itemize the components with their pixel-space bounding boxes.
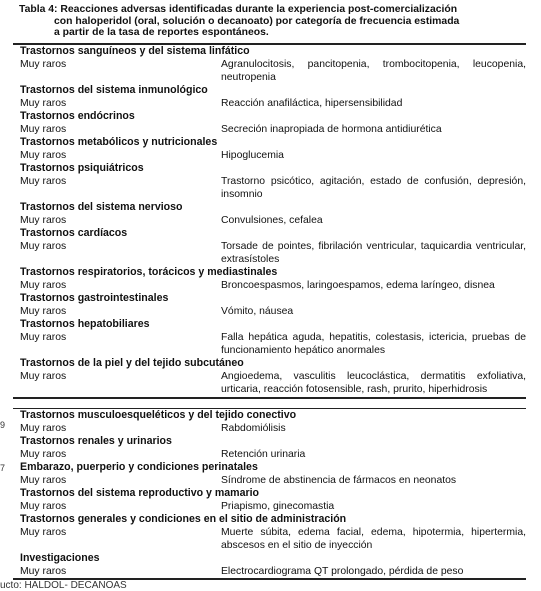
reactions-cell: Síndrome de abstinencia de fármacos en neonatos <box>221 475 457 486</box>
table-row <box>13 123 526 136</box>
adverse-reactions-table-part-1 <box>13 43 526 399</box>
category-heading: Trastornos sanguíneos y del sistema linfático <box>20 45 250 57</box>
category-heading: Trastornos de la piel y del tejido subcutáneo <box>20 357 244 369</box>
reactions-cell: Falla hepática aguda, hepatitis, colestasis, ictericia, pruebas de funcionamiento hepático anormales <box>221 332 526 356</box>
table-row <box>13 500 526 513</box>
frequency-cell: Muy raros <box>20 527 67 538</box>
frequency-cell: Muy raros <box>20 176 67 187</box>
reactions-cell: Vómito, náusea <box>221 306 294 317</box>
adverse-reactions-table-part-2 <box>13 408 526 580</box>
table-row <box>13 58 526 84</box>
table-row <box>13 279 526 292</box>
table-row <box>13 240 526 266</box>
reactions-cell: Convulsiones, cefalea <box>221 215 323 226</box>
frequency-cell: Muy raros <box>20 332 67 343</box>
reactions-cell: Priapismo, ginecomastia <box>221 501 335 512</box>
reactions-cell: Hipoglucemia <box>221 150 284 161</box>
reactions-cell: Trastorno psicótico, agitación, estado de confusión, depresión, insomnio <box>221 176 526 200</box>
table-caption <box>19 4 519 39</box>
frequency-cell: Muy raros <box>20 371 67 382</box>
frequency-cell: Muy raros <box>20 475 67 486</box>
reactions-cell: Retención urinaria <box>221 449 306 460</box>
frequency-cell: Muy raros <box>20 501 67 512</box>
table-row <box>13 370 526 396</box>
table-row <box>13 175 526 201</box>
category-heading: Trastornos metabólicos y nutricionales <box>20 136 218 148</box>
frequency-cell: Muy raros <box>20 215 67 226</box>
frequency-cell: Muy raros <box>20 98 67 109</box>
category-heading: Embarazo, puerperio y condiciones perinatales <box>20 461 258 473</box>
frequency-cell: Muy raros <box>20 449 67 460</box>
table-row <box>13 149 526 162</box>
frequency-cell: Muy raros <box>20 124 67 135</box>
frequency-cell: Muy raros <box>20 241 67 252</box>
left-edge-mark: 9 <box>0 420 6 430</box>
table-row <box>13 97 526 110</box>
reactions-cell: Rabdomiólisis <box>221 423 286 434</box>
table-row <box>13 331 526 357</box>
reactions-cell: Electrocardiograma QT prolongado, pérdida de peso <box>221 566 464 577</box>
table-row <box>13 305 526 318</box>
frequency-cell: Muy raros <box>20 280 67 291</box>
frequency-cell: Muy raros <box>20 306 67 317</box>
frequency-cell: Muy raros <box>20 566 67 577</box>
reactions-cell: Agranulocitosis, pancitopenia, trombocitopenia, leucopenia, neutropenia <box>221 59 526 83</box>
category-heading: Trastornos endócrinos <box>20 110 135 122</box>
reactions-cell: Secreción inapropiada de hormona antidiurética <box>221 124 442 135</box>
category-heading: Trastornos del sistema reproductivo y mamario <box>20 487 260 499</box>
category-heading: Trastornos psiquiátricos <box>20 162 144 174</box>
reactions-cell: Reacción anafiláctica, hipersensibilidad <box>221 98 403 109</box>
footer-product-text: ucto: HALDOL- DECANOAS <box>0 580 127 591</box>
category-heading: Trastornos generales y condiciones en el sitio de administración <box>20 513 347 525</box>
category-heading: Trastornos del sistema nervioso <box>20 201 183 213</box>
reactions-cell: Torsade de pointes, fibrilación ventricular, taquicardia ventricular, extrasístoles <box>221 241 526 265</box>
table-row <box>13 214 526 227</box>
table-row <box>13 422 526 435</box>
left-edge-mark: 7 <box>0 463 6 473</box>
caption-line-1: Tabla 4: Reacciones adversas identificadas durante la experiencia post-comercialización <box>19 4 458 15</box>
frequency-cell: Muy raros <box>20 423 67 434</box>
category-heading: Trastornos renales y urinarios <box>20 435 172 447</box>
frequency-cell: Muy raros <box>20 150 67 161</box>
category-heading: Trastornos del sistema inmunológico <box>20 84 208 96</box>
reactions-cell: Muerte súbita, edema facial, edema, hipotermia, hipertermia, abscesos en el sitio de inyección <box>221 527 526 551</box>
caption-line-2: con haloperidol (oral, solución o decanoato) por categoría de frecuencia estimada <box>54 15 460 27</box>
reactions-cell: Broncoespasmos, laringoespamos, edema laríngeo, disnea <box>221 280 495 291</box>
category-heading: Trastornos gastrointestinales <box>20 292 169 304</box>
frequency-cell: Muy raros <box>20 59 67 70</box>
reactions-cell: Angioedema, vasculitis leucoclástica, dermatitis exfoliativa, urticaria, reacción fotosensible, rash, prurito, hiperhidrosis <box>221 371 526 395</box>
table-row <box>13 565 526 578</box>
table-row <box>13 526 526 552</box>
table-row <box>13 448 526 461</box>
category-heading: Trastornos respiratorios, torácicos y mediastinales <box>20 266 278 278</box>
category-heading: Trastornos cardíacos <box>20 227 128 239</box>
category-heading: Investigaciones <box>20 552 100 564</box>
table-row <box>13 474 526 487</box>
category-heading: Trastornos musculoesqueléticos y del tejido conectivo <box>20 409 297 421</box>
category-heading: Trastornos hepatobiliares <box>20 318 150 330</box>
caption-line-3: a partir de la tasa de reportes espontáneos. <box>54 27 269 39</box>
